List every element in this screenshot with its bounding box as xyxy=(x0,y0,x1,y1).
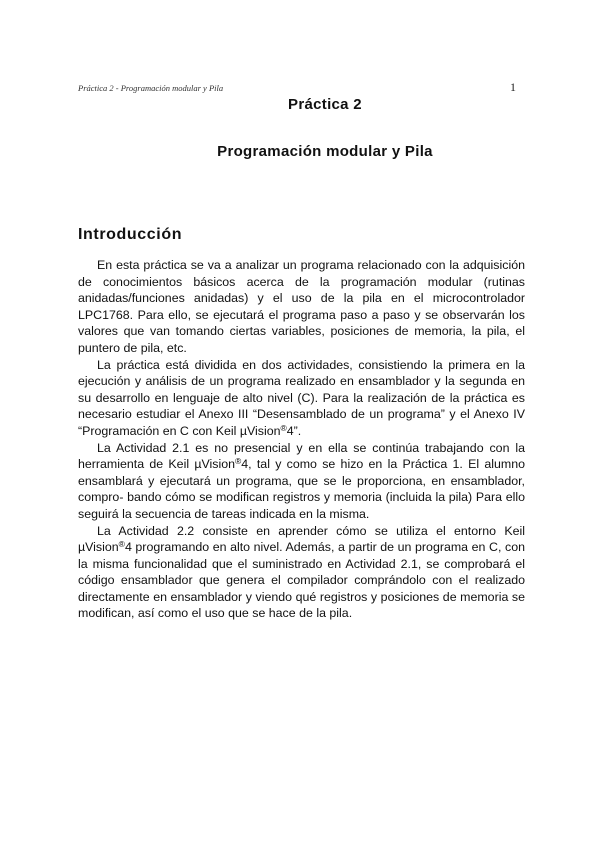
paragraph-4-text-start: La Actividad 2.2 consiste en aprender cómo se utiliza el entorno Keil µVision xyxy=(78,523,525,555)
paragraph-1-text: En esta práctica se va a analizar un programa relacionado con la adquisición de conocimientos básicos acerca de la programación modular (rutinas anidadas/funciones anidadas) y el uso de la pila en el microcontrolador LPC1768. Para ello, se ejecutará el programa paso a paso y se observarán los valores que van tomando ciertas variables, posiciones de memoria, la pila, el puntero de pila, etc. xyxy=(78,258,525,355)
registered-mark: ® xyxy=(118,539,125,550)
registered-mark: ® xyxy=(235,456,242,467)
paragraph-1 xyxy=(78,257,525,357)
paragraph-2 xyxy=(78,357,525,440)
registered-mark: ® xyxy=(280,422,287,433)
paragraph-4-text-end: 4 programando en alto nivel. Además, a partir de un programa en C, con la misma funcionalidad que el suministrado en Actividad 2.1, se comprobará el código ensamblador que genera el compilador comprándolo con el realizado directamente en ensamblador y viendo qué registros y posiciones de memoria se modifican, así como el uso que se hace de la pila. xyxy=(78,540,525,621)
body-text xyxy=(78,257,525,622)
paragraph-3 xyxy=(78,440,525,523)
paragraph-4 xyxy=(78,523,525,623)
paragraph-2-text-end: 4”. xyxy=(286,423,302,438)
section-heading-introduccion: Introducción xyxy=(78,226,183,243)
page-subtitle: Programación modular y Pila xyxy=(217,143,433,160)
running-header: Práctica 2 - Programación modular y Pila xyxy=(78,83,224,93)
paragraph-3-text-end: 4, tal y como se hizo en la Práctica 1. El alumno ensamblará y ejecutará un programa, que se le proporciona, en ensamblador, compro- bando cómo se modifican registros y memoria (incluida la pila) Para ello seguirá la secuencia de tareas indicada en la misma. xyxy=(78,457,525,521)
paragraph-2-text-start: La práctica está dividida en dos actividades, consistiendo la primera en la ejecución y análisis de un programa realizado en ensamblador y la segunda en su desarrollo en lenguaje de alto nivel (C). Para la realización de la práctica es necesario estudiar el Anexo III “Desensamblado de un programa” y el Anexo IV “Programación en C con Keil µVision xyxy=(78,357,525,438)
paragraph-3-text-start: La Actividad 2.1 es no presencial y en ella se continúa trabajando con la herramienta de Keil µVision xyxy=(78,440,525,472)
page-number: 1 xyxy=(510,80,516,94)
page-title: Práctica 2 xyxy=(288,96,362,113)
